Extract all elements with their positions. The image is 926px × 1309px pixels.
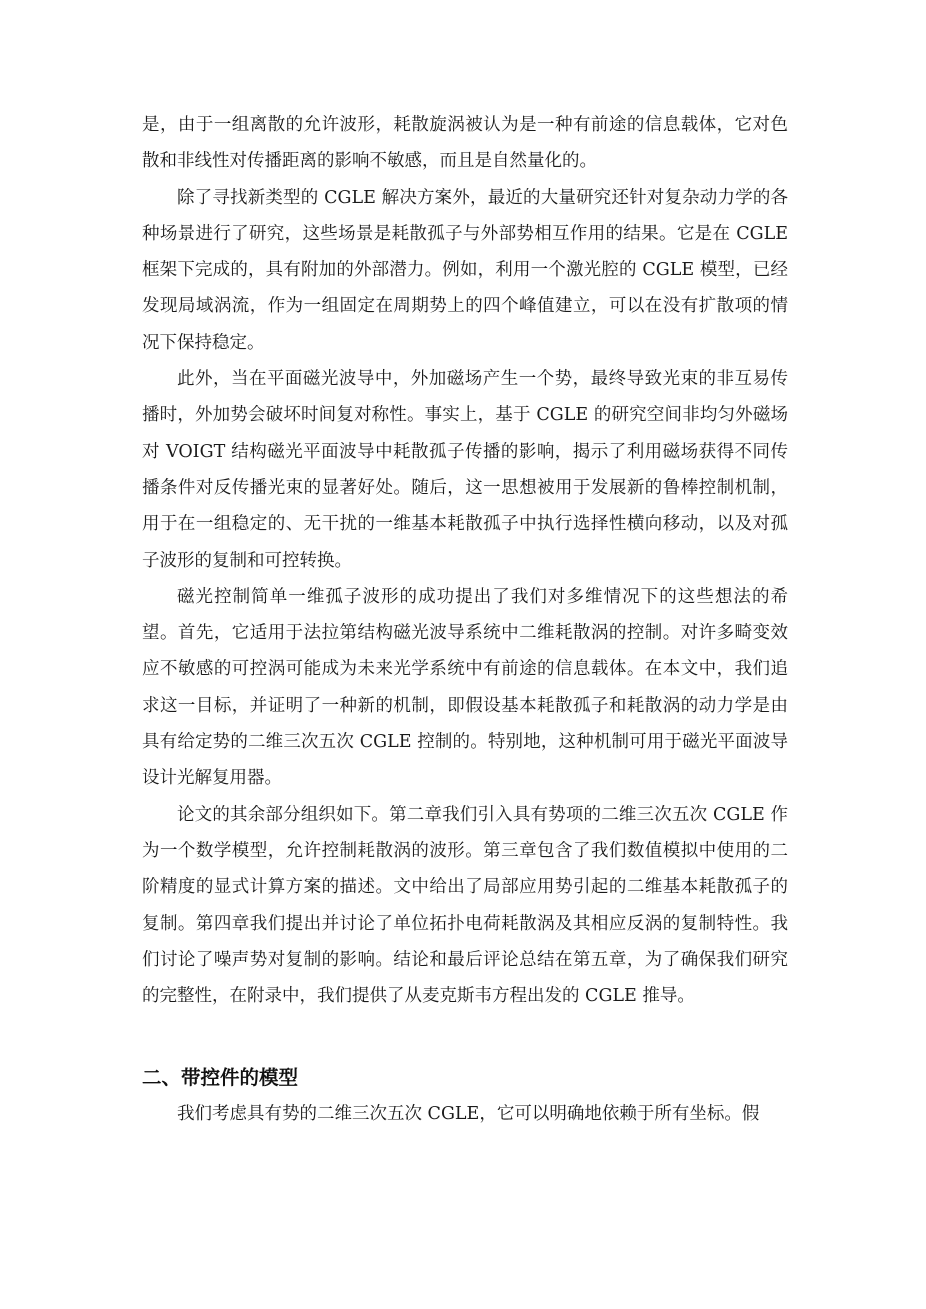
paragraph-continuation: 是，由于一组离散的允许波形，耗散旋涡被认为是一种有前途的信息载体，它对色散和非线性对传播距离的影响不敏感，而且是自然量化的。 (142, 115, 788, 172)
document-body (142, 107, 788, 1133)
section-heading: 二、带控件的模型 (142, 1066, 299, 1090)
paragraph-cgle-research: 除了寻找新类型的 CGLE 解决方案外，最近的大量研究还针对复杂动力学的各种场景进行了研究，这些场景是耗散孤子与外部势相互作用的结果。它是在 CGLE 框架下完成的，具有附加的外部潜力。例如，利用一个激光腔的 CGLE 模型，已经发现局域涡流，作为一组固定在周期势上的四个峰值建立，可以在没有扩散项的情况下保持稳定。 (142, 187, 788, 353)
paragraph-paper-organization: 论文的其余部分组织如下。第二章我们引入具有势项的二维三次五次 CGLE 作为一个数学模型，允许控制耗散涡的波形。第三章包含了我们数值模拟中使用的二阶精度的显式计算方案的描述。文中给出了局部应用势引起的二维基本耗散孤子的复制。第四章我们提出并讨论了单位拓扑电荷耗散涡及其相应反涡的复制特性。我们讨论了噪声势对复制的影响。结论和最后评论总结在第五章，为了确保我们研究的完整性，在附录中，我们提供了从麦克斯韦方程出发的 CGLE 推导。 (142, 804, 788, 1007)
section-spacer (142, 1014, 788, 1060)
paragraph-model-intro: 我们考虑具有势的二维三次五次 CGLE，它可以明确地依赖于所有坐标。假 (177, 1104, 760, 1125)
paragraph-magneto-optic-waveguide: 此外，当在平面磁光波导中，外加磁场产生一个势，最终导致光束的非互易传播时，外加势会破坏时间复对称性。事实上，基于 CGLE 的研究空间非均匀外磁场对 VOIGT 结构磁光平面波导中耗散孤子传播的影响，揭示了利用磁场获得不同传播条件对反传播光束的显著好处。随后，这一思想被用于发展新的鲁棒控制机制，用于在一组稳定的、无干扰的一维基本耗散孤子中执行选择性横向移动，以及对孤子波形的复制和可控转换。 (142, 369, 788, 571)
paragraph-multidimensional-control: 磁光控制简单一维孤子波形的成功提出了我们对多维情况下的这些想法的希望。首先，它适用于法拉第结构磁光波导系统中二维耗散涡的控制。对许多畸变效应不敏感的可控涡可能成为未来光学系统中有前途的信息载体。在本文中，我们追求这一目标，并证明了一种新的机制，即假设基本耗散孤子和耗散涡的动力学是由具有给定势的二维三次五次 CGLE 控制的。特别地，这种机制可用于磁光平面波导设计光解复用器。 (142, 586, 788, 789)
